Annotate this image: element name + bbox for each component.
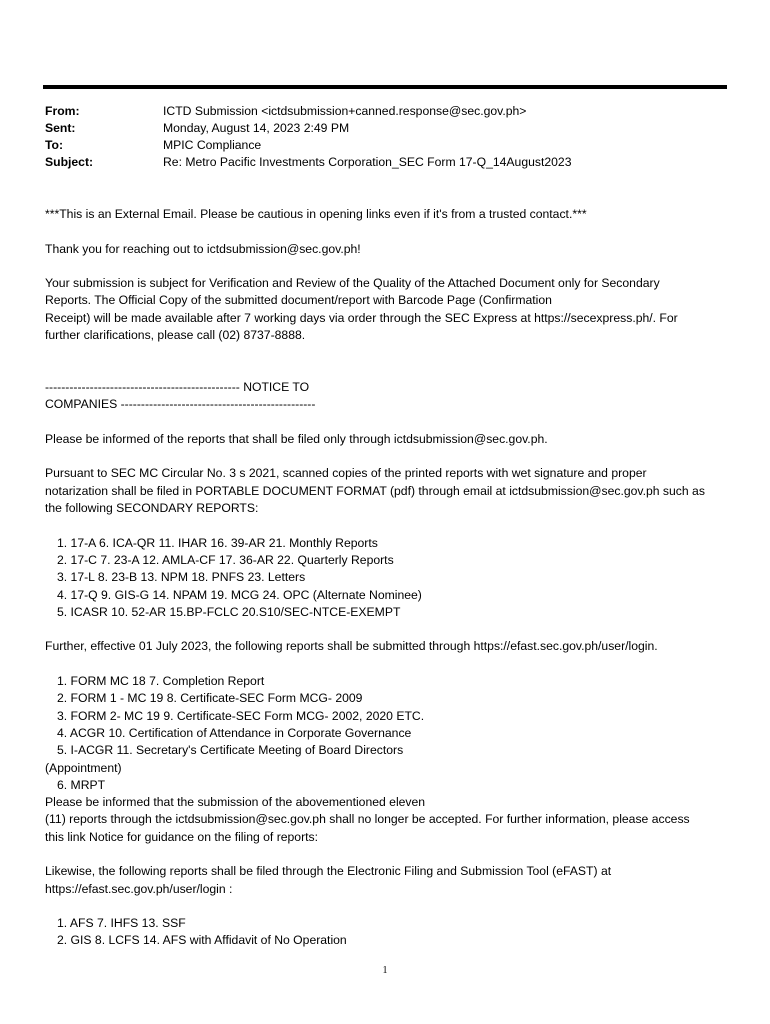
list-item: 4. ACGR 10. Certification of Attendance in Corporate Governance xyxy=(57,725,412,740)
list-item: 1. FORM MC 18 7. Completion Report xyxy=(57,674,265,689)
list-item: 2. FORM 1 - MC 19 8. Certificate-SEC Form MCG- 2009 xyxy=(57,691,363,706)
page-number: 1 xyxy=(382,965,388,976)
verification-line: Reports. The Official Copy of the submitted document/report with Barcode Page (Confirmation xyxy=(45,293,552,308)
notice-heading-line: COMPANIES ------------------------------------------------ xyxy=(45,397,316,412)
list-item: 1. 17-A 6. ICA-QR 11. IHAR 16. 39-AR 21. Monthly Reports xyxy=(57,535,378,550)
list-item: 3. 17-L 8. 23-B 13. NPM 18. PNFS 23. Letters xyxy=(57,570,306,585)
likewise-line: https://efast.sec.gov.ph/user/login : xyxy=(45,881,233,896)
from-value: ICTD Submission <ictdsubmission+canned.response@sec.gov.ph> xyxy=(163,104,527,118)
email-header xyxy=(45,103,735,171)
subject-label: Subject: xyxy=(45,155,94,169)
verification-line: Receipt) will be made available after 7 working days via order through the SEC Express at https://secexpress.ph/. For xyxy=(45,310,678,325)
list-item: 5. ICASR 10. 52-AR 15.BP-FCLC 20.S10/SEC-NTCE-EXEMPT xyxy=(57,604,401,619)
list-item: 2. GIS 8. LCFS 14. AFS with Affidavit of No Operation xyxy=(57,933,347,948)
verification-line: further clarifications, please call (02) 8737-8888. xyxy=(45,328,306,343)
verification-line: Your submission is subject for Verification and Review of the Quality of the Attached Document only for Secondary xyxy=(45,276,660,291)
list-item: 6. MRPT xyxy=(57,777,106,792)
external-warning: ***This is an External Email. Please be cautious in opening links even if it's from a trusted contact.*** xyxy=(45,207,587,221)
informed-line: Please be informed of the reports that shall be filed only through ictdsubmission@sec.gov.ph. xyxy=(45,431,548,446)
subject-row xyxy=(45,154,735,171)
list-item: 4. 17-Q 9. GIS-G 14. NPAM 19. MCG 24. OPC (Alternate Nominee) xyxy=(57,587,422,602)
sent-value: Monday, August 14, 2023 2:49 PM xyxy=(163,121,350,135)
header-rule xyxy=(43,85,727,89)
subject-value: Re: Metro Pacific Investments Corporation_SEC Form 17-Q_14August2023 xyxy=(163,155,572,169)
likewise-line: Likewise, the following reports shall be filed through the Electronic Filing and Submission Tool (eFAST) at xyxy=(45,864,612,879)
appointment-line: (Appointment) xyxy=(45,760,122,775)
eleven-line: this link Notice for guidance on the filing of reports: xyxy=(45,829,319,844)
pursuant-line: Pursuant to SEC MC Circular No. 3 s 2021, scanned copies of the printed reports with wet signature and proper xyxy=(45,466,647,481)
list-item: 1. AFS 7. IHFS 13. SSF xyxy=(57,916,186,931)
to-label: To: xyxy=(45,138,64,152)
list-item: 5. I-ACGR 11. Secretary's Certificate Meeting of Board Directors xyxy=(57,743,404,758)
further-line: Further, effective 01 July 2023, the following reports shall be submitted through https://efast.sec.gov.ph/user/login. xyxy=(45,639,658,654)
email-body xyxy=(45,206,735,950)
pursuant-line: notarization shall be filed in PORTABLE DOCUMENT FORMAT (pdf) through email at ictdsubmission@sec.gov.ph such as xyxy=(45,483,705,498)
eleven-line: Please be informed that the submission of the abovementioned eleven xyxy=(45,795,426,810)
pursuant-line: the following SECONDARY REPORTS: xyxy=(45,501,259,516)
eleven-line: (11) reports through the ictdsubmission@sec.gov.ph shall no longer be accepted. For further information, please access xyxy=(45,812,690,827)
to-row xyxy=(45,137,735,154)
sent-row xyxy=(45,120,735,137)
to-value: MPIC Compliance xyxy=(163,138,262,152)
from-label: From: xyxy=(45,104,80,118)
thank-you-line: Thank you for reaching out to ictdsubmission@sec.gov.ph! xyxy=(45,241,361,256)
list-item: 3. FORM 2- MC 19 9. Certificate-SEC Form MCG- 2002, 2020 ETC. xyxy=(57,708,425,723)
from-row xyxy=(45,103,735,120)
notice-heading-line: ------------------------------------------------ NOTICE TO xyxy=(45,379,310,394)
list-item: 2. 17-C 7. 23-A 12. AMLA-CF 17. 36-AR 22. Quarterly Reports xyxy=(57,552,394,567)
sent-label: Sent: xyxy=(45,121,76,135)
